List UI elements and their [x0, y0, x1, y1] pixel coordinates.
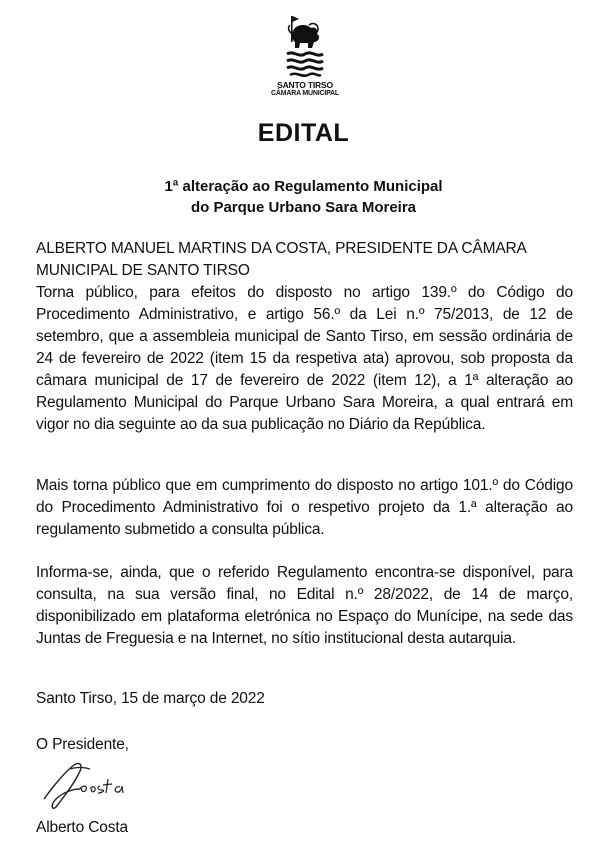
paragraph-1: Torna público, para efeitos do disposto no artigo 139.º do Código do Procedimento Administrativo, e artigo 56.º da Lei n.º 75/2013, de 12 de setembro, que a assembleia municipal de Santo Tirso, em sessão ordinária de 24 de fevereiro de 2022 (item 15 da respetiva ata) aprovou, sob proposta da câmara municipal de 17 de fevereiro de 2022 (item 12), a 1ª alteração ao Regulamento Municipal do Parque Urbano Sara Moreira, a qual entrará em vigor no dia seguinte ao da sua publicação no Diário da República.	[36, 284, 573, 433]
handwritten-signature	[40, 755, 140, 815]
lion-crest-icon	[281, 14, 329, 80]
intro-paragraph	[36, 238, 573, 436]
paragraph-3: Informa-se, ainda, que o referido Regulamento encontra-se disponível, para consulta, na sua versão final, no Edital n.º 28/2022, de 14 de março, disponibilizado em plataforma eletrónica no Espaço do Munícipe, na sede das Juntas de Freguesia e na Internet, no sítio institucional desta autarquia.	[36, 564, 573, 647]
signatory-name: Alberto Costa	[36, 819, 128, 836]
subtitle-line-1: 1ª alteração ao Regulamento Municipal	[164, 178, 443, 195]
logo-name: SANTO TIRSO	[277, 80, 333, 90]
document-title: EDITAL	[257, 119, 350, 147]
logo-subname: CÂMARA MUNICIPAL	[271, 90, 339, 97]
subtitle-line-2: do Parque Urbano Sara Moreira	[190, 199, 417, 216]
municipal-logo	[270, 14, 340, 108]
president-heading: ALBERTO MANUEL MARTINS DA COSTA, PRESIDENTE DA CÂMARA MUNICIPAL DE SANTO TIRSO	[36, 240, 526, 279]
closing-line: O Presidente,	[36, 736, 129, 753]
document-subtitle	[0, 176, 607, 218]
paragraph-2: Mais torna público que em cumprimento do disposto no artigo 101.º do Código do Procedimento Administrativo foi o respetivo projeto da 1.ª alteração ao regulamento submetido a consulta pública.	[36, 477, 573, 538]
date-line: Santo Tirso, 15 de março de 2022	[36, 690, 265, 707]
